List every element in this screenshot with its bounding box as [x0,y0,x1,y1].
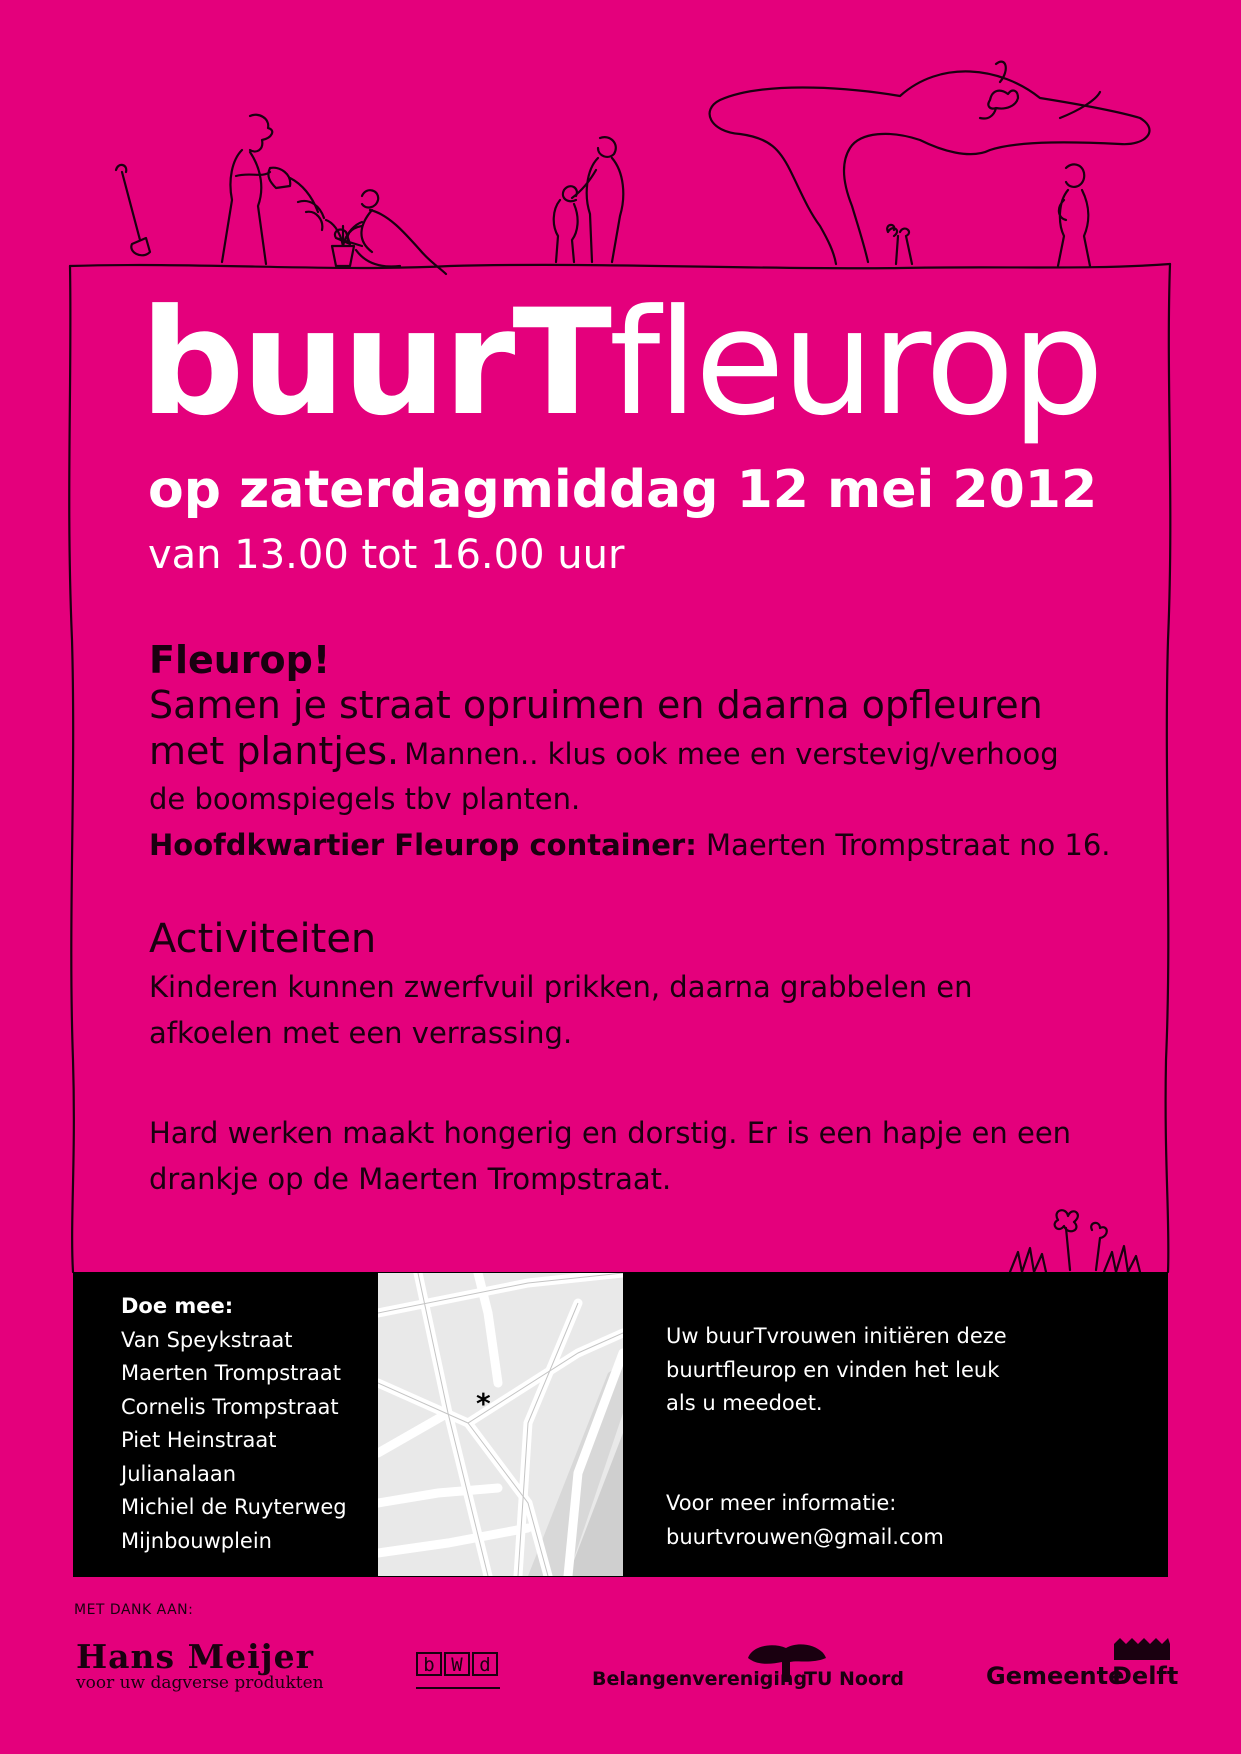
flowers-grass-icon [1010,1210,1140,1272]
street-item: Van Speykstraat [121,1327,293,1352]
bwd-subline [416,1685,500,1691]
food-section [149,1110,1139,1202]
map-location-marker: * [476,1387,491,1420]
street-item: Piet Heinstraat [121,1428,277,1452]
bwd-letter: b [416,1652,442,1676]
hans-meijer-logo [76,1637,324,1693]
event-time: van 13.00 tot 16.00 uur [148,532,625,578]
activities-section [149,914,1139,1056]
hans-meijer-tagline: voor uw dagverse produkten [76,1673,324,1693]
street-item: Cornelis Trompstraat [121,1394,339,1419]
hq-label: Hoofdkwartier Fleurop container: [149,828,697,862]
belangen-left-text: Belangenvereniging [592,1668,808,1690]
intro-line2 [149,728,1139,776]
intro-lead-line2: met plantjes. [149,729,400,773]
intro-lead-line1: Samen je straat opruimen en daarna opfleuren [149,683,1043,727]
street-item: Julianalaan [121,1461,237,1486]
title-light-part: fleurop [608,278,1102,448]
intro-extra-inline: Mannen.. klus ook mee en verstevig/verhoog [404,737,1059,771]
frame-right-line [1166,264,1171,1272]
intro-hq [149,822,1139,868]
message-line: als u meedoet. [666,1391,823,1415]
poster-title [140,278,1102,448]
street-map-drawing [378,1273,623,1576]
streets-heading: Doe mee: [121,1294,234,1318]
bwd-letters [416,1652,500,1676]
gardener-figure-icon [222,115,324,264]
hans-meijer-name: Hans Meijer [76,1637,315,1676]
activities-heading: Activiteiten [149,916,377,962]
gemeente-crown-icon [1112,1634,1172,1660]
hq-value: Maerten Trompstraat no 16. [706,828,1111,862]
bwd-letter: d [472,1652,498,1676]
gemeente-right-text: Delft [1112,1662,1179,1690]
bwd-letter: W [444,1652,470,1676]
street-map [378,1273,623,1576]
street-item: Maerten Trompstraat [121,1361,342,1385]
intro-extra-line2: de boomspiegels tbv planten. [149,782,581,816]
message-line: Uw buurTvrouwen initiëren deze [666,1324,1007,1348]
street-item: Michiel de Ruyterweg [121,1495,347,1519]
frame-left-line [69,266,74,1272]
shovel-icon [116,165,150,255]
food-line2: drankje op de Maerten Trompstraat. [149,1162,672,1196]
flowers-small-icon [887,225,912,264]
food-line1: Hard werken maakt hongerig en dorstig. Er is een hapje en een [149,1116,1072,1150]
thanks-label: MET DANK AAN: [74,1602,194,1618]
contact-block [666,1487,944,1554]
message-block [666,1320,1007,1421]
intro-heading: Fleurop! [149,638,331,682]
message-line: buurtfleurop en vinden het leuk [666,1357,1000,1382]
event-date: op zaterdagmiddag 12 mei 2012 [148,460,1098,520]
street-item: Mijnbouwplein [121,1528,272,1553]
standing-girl-figure-icon [1058,164,1090,266]
gemeente-left-text: Gemeente [986,1662,1125,1690]
parent-child-figure-icon [554,137,624,262]
activities-line1: Kinderen kunnen zwerfvuil prikken, daarna grabbelen en [149,970,973,1004]
frame-top-ground-line [70,264,1170,268]
title-bold-part: buurT [140,278,609,448]
contact-email: buurtvrouwen@gmail.com [666,1524,944,1549]
activities-line2: afkoelen met een verrassing. [149,1016,573,1050]
bwd-logo [416,1652,500,1695]
intro-section [149,638,1139,868]
streets-list [121,1290,347,1558]
belangen-right-text: TU Noord [804,1668,904,1690]
tree-icon [710,62,1150,264]
more-info-label: Voor meer informatie: [666,1491,897,1515]
